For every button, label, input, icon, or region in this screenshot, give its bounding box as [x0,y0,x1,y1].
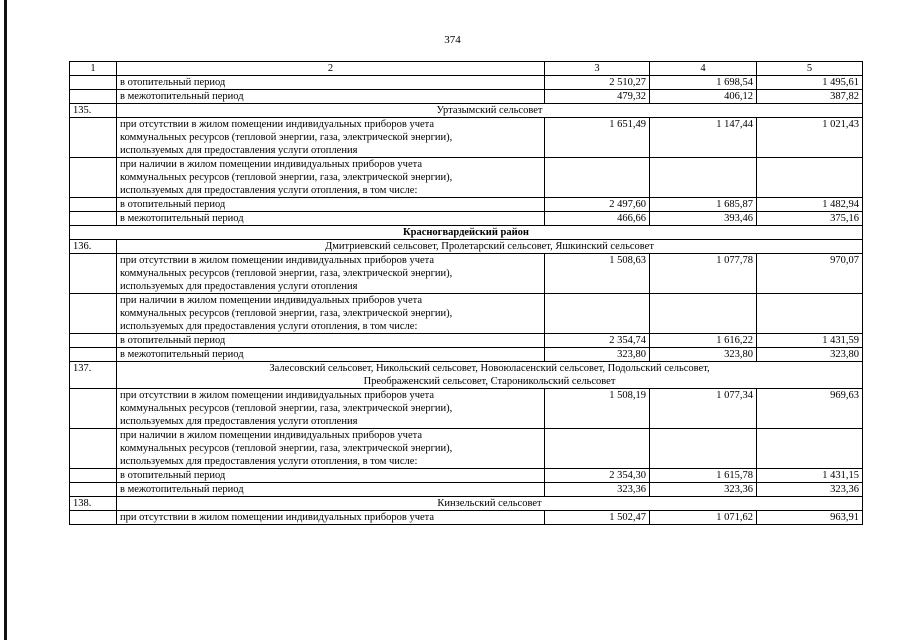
row-label-line: коммунальных ресурсов (тепловой энергии, газа, электрической энергии), [120,172,453,183]
value-col3: 2 510,27 [545,76,650,90]
page-number: 374 [444,34,461,46]
row-label-line: коммунальных ресурсов (тепловой энергии, газа, электрической энергии), [120,403,453,414]
value-col5: 969,63 [757,389,863,429]
row-label-line: при отсутствии в жилом помещении индивидуальных приборов учета [120,119,435,130]
row-number-cell [70,429,117,469]
value-col4: 393,46 [650,212,757,226]
row-label: в межотопительный период [117,348,545,362]
tariff-table [69,61,863,525]
section-number: 138. [70,497,117,511]
section-title: Дмитриевский сельсовет, Пролетарский сельсовет, Яшкинский сельсовет [117,240,863,254]
value-col4 [650,429,757,469]
row-label: в межотопительный период [117,90,545,104]
row-number-cell [70,212,117,226]
value-col5: 387,82 [757,90,863,104]
value-col3: 1 508,19 [545,389,650,429]
value-col4: 1 698,54 [650,76,757,90]
column-number: 1 [70,62,117,76]
row-number-cell [70,198,117,212]
value-col3: 479,32 [545,90,650,104]
value-col3: 1 651,49 [545,118,650,158]
value-col3: 2 497,60 [545,198,650,212]
row-number-cell [70,294,117,334]
table-row [70,118,863,158]
row-number-cell [70,511,117,525]
row-label-line: при наличии в жилом помещении индивидуальных приборов учета [120,159,422,170]
section-title-line: Преображенский сельсовет, Староникольский сельсовет [363,376,616,387]
row-label-multiline [117,118,545,158]
district-row [70,226,863,240]
row-number-cell [70,389,117,429]
value-col3: 1 502,47 [545,511,650,525]
value-col5: 1 495,61 [757,76,863,90]
row-label-line: коммунальных ресурсов (тепловой энергии, газа, электрической энергии), [120,132,453,143]
table-row [70,294,863,334]
table-row [70,254,863,294]
row-label-multiline [117,158,545,198]
row-number-cell [70,348,117,362]
table-row [70,158,863,198]
binding-edge [4,0,7,640]
column-number: 3 [545,62,650,76]
section-title [117,362,863,389]
row-label: в отопительный период [117,76,545,90]
table-row [70,90,863,104]
row-label-line: используемых для предоставления услуги отопления, в том числе: [120,185,418,196]
section-number: 135. [70,104,117,118]
section-row [70,104,863,118]
row-number-cell [70,118,117,158]
row-label-line: используемых для предоставления услуги отопления [120,281,358,292]
value-col5: 963,91 [757,511,863,525]
section-number: 137. [70,362,117,389]
value-col3: 1 508,63 [545,254,650,294]
value-col3: 466,66 [545,212,650,226]
value-col3: 323,80 [545,348,650,362]
table-row [70,348,863,362]
row-label-line: используемых для предоставления услуги отопления, в том числе: [120,321,418,332]
value-col5: 1 021,43 [757,118,863,158]
row-number-cell [70,334,117,348]
value-col4: 1 077,34 [650,389,757,429]
row-label-multiline [117,389,545,429]
value-col4: 323,80 [650,348,757,362]
section-row [70,240,863,254]
value-col3 [545,158,650,198]
section-row [70,362,863,389]
value-col4 [650,294,757,334]
value-col4: 1 615,78 [650,469,757,483]
value-col3: 2 354,74 [545,334,650,348]
table-row [70,469,863,483]
row-number-cell [70,90,117,104]
value-col4: 1 616,22 [650,334,757,348]
value-col5: 323,80 [757,348,863,362]
row-label-line: при отсутствии в жилом помещении индивидуальных приборов учета [120,255,435,266]
table-row [70,212,863,226]
value-col4: 1 071,62 [650,511,757,525]
value-col4: 1 147,44 [650,118,757,158]
value-col3: 2 354,30 [545,469,650,483]
value-col5 [757,294,863,334]
row-label: в межотопительный период [117,483,545,497]
table-body [70,76,863,525]
value-col5: 1 431,59 [757,334,863,348]
value-col3 [545,294,650,334]
table-row [70,389,863,429]
table-row [70,76,863,90]
row-label-line: используемых для предоставления услуги отопления [120,145,358,156]
row-label-line: при отсутствии в жилом помещении индивидуальных приборов учета [120,512,435,523]
row-label-multiline [117,511,545,525]
value-col4: 1 685,87 [650,198,757,212]
row-number-cell [70,158,117,198]
district-title: Красногвардейский район [70,226,863,240]
row-label-multiline [117,254,545,294]
value-col5 [757,429,863,469]
row-number-cell [70,483,117,497]
value-col5: 323,36 [757,483,863,497]
table-row [70,198,863,212]
row-label: в отопительный период [117,198,545,212]
value-col5: 970,07 [757,254,863,294]
row-number-cell [70,76,117,90]
value-col3: 323,36 [545,483,650,497]
value-col5 [757,158,863,198]
column-number: 4 [650,62,757,76]
section-title-line: Залесовский сельсовет, Никольский сельсовет, Новоюласенский сельсовет, Подольский сельсовет, [269,363,710,374]
row-label-line: коммунальных ресурсов (тепловой энергии, газа, электрической энергии), [120,443,453,454]
row-label-line: коммунальных ресурсов (тепловой энергии, газа, электрической энергии), [120,308,453,319]
value-col5: 375,16 [757,212,863,226]
row-label-multiline [117,294,545,334]
table-row [70,429,863,469]
row-label: в отопительный период [117,334,545,348]
value-col4 [650,158,757,198]
table-row [70,483,863,497]
row-label: в межотопительный период [117,212,545,226]
column-number: 2 [117,62,545,76]
row-label: в отопительный период [117,469,545,483]
row-label-line: при наличии в жилом помещении индивидуальных приборов учета [120,430,422,441]
value-col5: 1 482,94 [757,198,863,212]
table-row [70,511,863,525]
section-title: Уртазымский сельсовет [117,104,863,118]
value-col4: 323,36 [650,483,757,497]
row-number-cell [70,469,117,483]
section-row [70,497,863,511]
section-title: Кинзельский сельсовет [117,497,863,511]
column-number: 5 [757,62,863,76]
row-label-line: используемых для предоставления услуги отопления [120,416,358,427]
table-row [70,334,863,348]
row-label-multiline [117,429,545,469]
row-label-line: коммунальных ресурсов (тепловой энергии, газа, электрической энергии), [120,268,453,279]
row-label-line: при наличии в жилом помещении индивидуальных приборов учета [120,295,422,306]
row-label-line: используемых для предоставления услуги отопления, в том числе: [120,456,418,467]
row-label-line: при отсутствии в жилом помещении индивидуальных приборов учета [120,390,435,401]
row-number-cell [70,254,117,294]
value-col4: 406,12 [650,90,757,104]
value-col4: 1 077,78 [650,254,757,294]
section-number: 136. [70,240,117,254]
column-number-row [70,62,863,76]
value-col3 [545,429,650,469]
value-col5: 1 431,15 [757,469,863,483]
